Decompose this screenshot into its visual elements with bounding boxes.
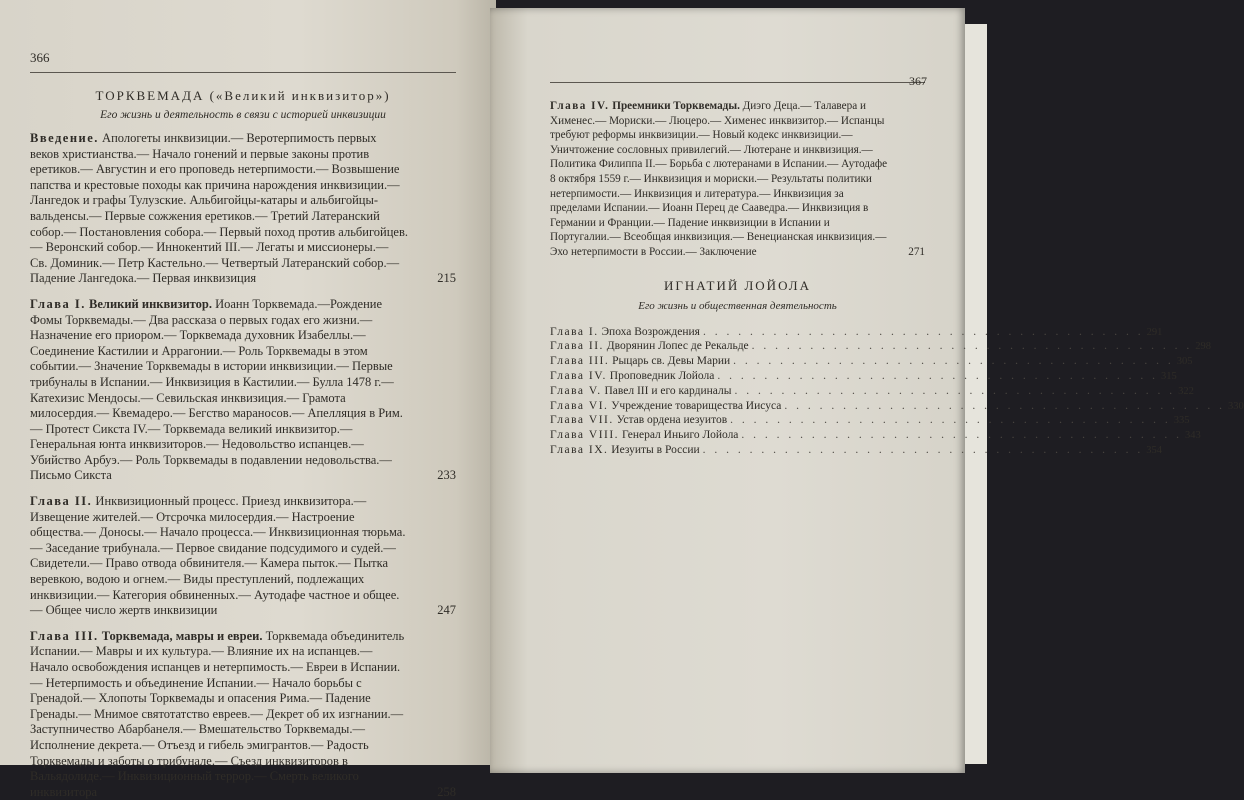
toc-page: 315: [1160, 370, 1177, 382]
section-title-loyola: ИГНАТИЙ ЛОЙОЛА: [663, 277, 812, 293]
entry-page-number: 247: [437, 603, 456, 618]
toc-entry-chapter-2: [30, 494, 456, 619]
toc-chapter: Глава VI.: [550, 399, 609, 412]
leader-dots: . . . . . . . . . . . . . . . . . . . . . . . . . . . . . . . . . . . . . .: [741, 429, 1183, 442]
toc-entry-chapter-4: [550, 99, 925, 260]
section-subtitle-loyola: Его жизнь и общественная деятельность: [638, 299, 837, 312]
toc-entry-chapter-3: [30, 629, 456, 800]
right-page: [490, 8, 1244, 773]
toc-row: [550, 340, 1212, 355]
section-title-torquemada: ТОРКВЕМАДА («Великий инквизитор»): [95, 88, 391, 103]
entry-page-number: 233: [437, 468, 456, 483]
toc-page: 298: [1195, 341, 1212, 353]
section-subtitle-torquemada: Его жизнь и деятельность в связи с историей инквизиции: [100, 109, 386, 121]
toc-entry-introduction: [30, 131, 456, 287]
leader-dots: . . . . . . . . . . . . . . . . . . . . . . . . . . . . . . . . . . . . . .: [717, 369, 1158, 382]
toc-label: Дворянин Лопес де Рекальде: [606, 340, 749, 353]
toc-page: 305: [1176, 356, 1193, 368]
entry-text: Инквизиционный процесс. Приезд инквизитора.— Извещение жителей.— Отсрочка милосердия.— Настроение общества.— Доносы.— Начало процесса.— Инквизиционная тюрьма.— Заседание трибунала.— Первое свидание подсудимого и судей.— Свидетели.— Право отвода обвинителя.— Камера пыток.— Пытка веревкою, водою и огнем.— Виды преступлений, подлежащих инквизиции.— Категория обвиненных.— Аутодафе частное и общее.— Общее число жертв инквизиции: [30, 494, 406, 618]
entry-page-number: 215: [437, 271, 456, 286]
entry-lead: Глава II.: [30, 494, 93, 509]
leader-dots: . . . . . . . . . . . . . . . . . . . . . . . . . . . . . . . . . . . . . .: [702, 325, 1144, 338]
toc-row: [550, 384, 1194, 400]
entry-text: Диэго Деца.— Талавера и Хименес.— Мориски.— Люцеро.— Хименес инквизитор.— Испанцы требуют реформы инквизиции.— Новый кодекс инквизиции.— Уничтожение сословных привилегий.— Лютеране и инквизиция.— Политика Филиппа II.— Борьба с лютеранами в Испании.— Аутодафе 8 октября 1559 г.— Инквизиция и мориски.— Результаты политики нетерпимости.— Инквизиция и литература.— Инквизиция за пределами Испании.— Иоанн Перец де Сааведра.— Инквизиция в Германии и Франции.— Падение инквизиции в Испании и Португалии.— Всеобщая инквизиция.— Венецианская инквизиция.— Эхо нетерпимости в России.— Заключение: [550, 100, 888, 258]
entry-text: Торквемада объединитель Испании.— Мавры и их культура.— Влияние их на испанцев.— Начало освобождения испанцев и нетерпимость.— Евреи в Испании.— Нетерпимость и объединение Испании.— Начало борьбы с Гренадой.— Хлопоты Торквемады и опасения Рима.— Падение Гренады.— Мнимое святотатство евреев.— Декрет об их изгнании.— Заступничество Абарбанеля.— Вмешательство Торквемады.— Исполнение декрета.— Отъезд и гибель эмигрантов.— Радость Торквемады и заботы о трибунале.— Съезд инквизиторов в Вальядолиде.— Инквизиционный террор.— Смерть великого инквизитора: [30, 628, 405, 799]
toc-chapter: Глава III.: [550, 355, 610, 368]
header-rule: [550, 82, 925, 83]
toc-page: 343: [1185, 430, 1201, 442]
leader-dots: . . . . . . . . . . . . . . . . . . . . . . . . . . . . . . . . . . . . . .: [702, 443, 1144, 456]
entry-page-number: 271: [908, 245, 925, 258]
entry-lead: Глава III.: [30, 628, 99, 643]
entry-text: Апологеты инквизиции.— Веротерпимость первых веков христианства.— Начало гонений и первые законы против еретиков.— Августин и его проповедь нетерпимости.— Возвышение папства и крестовые походы как причина нарождения инквизиции.— Лангедок и графы Тулузские. Альбигойцы-катары и альбигойцы-вальденсы.— Первые сожжения еретиков.— Третий Латеранский собор.— Постановления собора.— Первый поход против альбигойцев.— Веронский собор.— Иннокентий III.— Легаты и миссионеры.— Св. Доминик.— Петр Кастельно.— Четвертый Латеранский собор.— Падение Лангедока.— Первая инквизиция: [30, 131, 408, 286]
left-page: [0, 0, 496, 799]
leader-dots: . . . . . . . . . . . . . . . . . . . . . . . . . . . . . . . . . . . . . .: [730, 414, 1171, 427]
leader-dots: . . . . . . . . . . . . . . . . . . . . . . . . . . . . . . . . . . . . . .: [784, 399, 1225, 412]
toc-row: [550, 414, 1190, 429]
toc-list-loyola: [550, 325, 1244, 459]
leader-dots: . . . . . . . . . . . . . . . . . . . . . . . . . . . . . . . . . . . . . .: [733, 355, 1174, 368]
header-rule: [30, 72, 456, 73]
toc-row: [550, 355, 1193, 370]
entry-name: Преемники Торквемады.: [612, 100, 740, 112]
toc-chapter: Глава IX.: [550, 443, 609, 456]
entry-page-number: 258: [437, 784, 456, 799]
entry-lead: Глава IV.: [550, 100, 610, 112]
toc-page: 322: [1178, 385, 1194, 397]
entry-name: Великий инквизитор.: [89, 296, 212, 311]
toc-chapter: Глава VII.: [550, 414, 614, 427]
entry-lead: Введение.: [30, 131, 99, 145]
toc-row: [550, 443, 1163, 459]
toc-chapter: Глава V.: [550, 384, 602, 397]
toc-label: Павел III и его кардиналы: [604, 384, 732, 397]
toc-row: [550, 429, 1201, 444]
toc-label: Проповедник Лойола: [609, 369, 715, 382]
toc-row: [550, 399, 1244, 415]
leader-dots: . . . . . . . . . . . . . . . . . . . . . . . . . . . . . . . . . . . . . .: [751, 340, 1193, 353]
toc-page: 291: [1146, 326, 1163, 338]
toc-label: Рыцарь св. Девы Марии: [612, 355, 731, 368]
toc-label: Иезуиты в России: [611, 443, 700, 456]
page-number-right: 367: [909, 74, 927, 88]
toc-entry-chapter-1: [30, 297, 456, 484]
toc-row: [550, 325, 1163, 341]
toc-label: Эпоха Возрождения: [601, 325, 700, 338]
leader-dots: . . . . . . . . . . . . . . . . . . . . . . . . . . . . . . . . . . . . . .: [734, 384, 1176, 397]
toc-label: Генерал Иньиго Лойола: [621, 429, 739, 442]
toc-chapter: Глава II.: [550, 340, 604, 353]
toc-chapter: Глава I.: [550, 325, 599, 338]
toc-label: Учреждение товарищества Иисуса: [611, 399, 782, 412]
toc-label: Устав ордена иезуитов: [616, 414, 728, 427]
toc-chapter: Глава VIII.: [550, 429, 620, 442]
toc-page: 354: [1146, 444, 1163, 456]
entry-text: Иоанн Торквемада.—Рождение Фомы Торквемады.— Два рассказа о первых годах его жизни.— Назначение его приором.— Торквемада духовник Изабеллы.— Соединение Кастилии и Аррагонии.— Роль Торквемады в этом событии.— Значение Торквемады в истории инквизиции.— Первые трибуналы в Испании.— Инквизиция в Кастилии.— Булла 1478 г.— Катехизис Мендосы.— Севильская инквизиция.— Грамота милосердия.— Квемадеро.— Бегство мараносов.— Апелляция в Рим.— Протест Сикста IV.— Торквемада великий инквизитор.— Генеральная юнта инквизиторов.— Недовольство испанцев.— Убийство Арбуэ.— Роль Торквемады в подавлении недовольства.— Письмо Сикста: [30, 296, 403, 483]
toc-page: 330: [1227, 400, 1244, 412]
page-number-left: 366: [30, 50, 50, 65]
toc-chapter: Глава IV.: [550, 369, 607, 382]
toc-row: [550, 369, 1177, 385]
toc-page: 335: [1173, 415, 1190, 427]
entry-lead: Глава I.: [30, 296, 86, 311]
entry-name: Торквемада, мавры и евреи.: [101, 628, 263, 643]
